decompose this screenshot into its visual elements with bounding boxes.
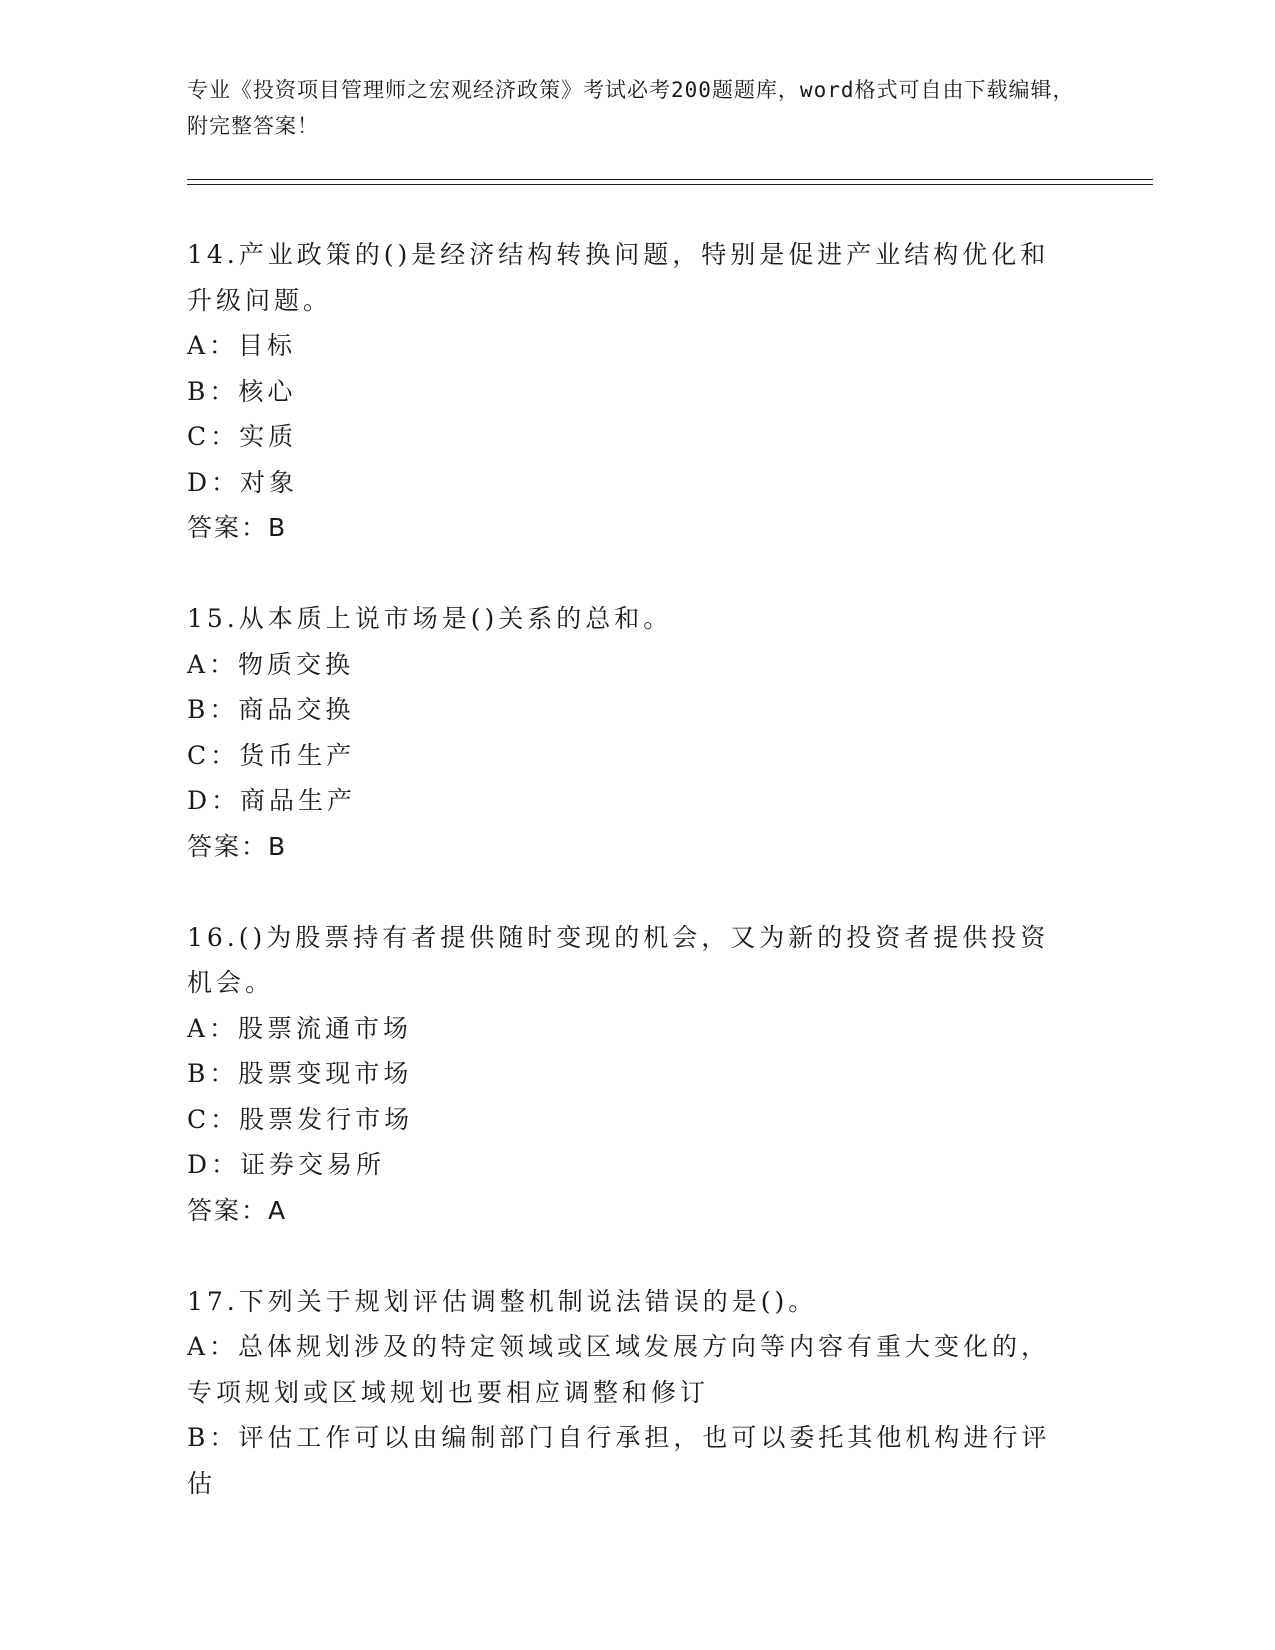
option-a: A：目标 [187, 331, 297, 360]
answer-line [187, 505, 1077, 551]
question-stem: 16.()为股票持有者提供随时变现的机会，又为新的投资者提供投资机会。 [187, 922, 1050, 997]
option-b: B：商品交换 [187, 695, 355, 724]
question-16 [187, 915, 1077, 1234]
option-c: C：股票发行市场 [187, 1104, 414, 1134]
question-14 [187, 232, 1077, 551]
answer-label: 答案： [187, 831, 269, 861]
option-a: A：股票流通市场 [187, 1013, 413, 1043]
header-intro-text: 专业《投资项目管理师之宏观经济政策》考试必考200题题库，word格式可自由下载编辑，附完整答案！ [187, 78, 1075, 138]
option-c: C：实质 [187, 422, 298, 451]
answer-label: 答案： [187, 513, 269, 542]
question-17 [187, 1279, 1077, 1507]
question-stem: 17.下列关于规划评估调整机制说法错误的是()。 [187, 1286, 818, 1316]
option-b: B：评估工作可以由编制部门自行承担，也可以委托其他机构进行评估 [187, 1423, 1051, 1498]
question-15 [187, 596, 1077, 869]
answer-value: B [268, 513, 288, 542]
option-b: B：股票变现市场 [187, 1059, 413, 1088]
answer-line [187, 824, 1077, 870]
answer-value: B [268, 831, 288, 861]
option-a: A：总体规划涉及的特定领域或区域发展方向等内容有重大变化的，专项规划或区域规划也要相应调整和修订 [187, 1332, 1051, 1407]
answer-line [187, 1188, 1077, 1234]
answer-value: A [268, 1195, 288, 1225]
option-d: D：对象 [187, 467, 299, 497]
option-d: D：商品生产 [187, 786, 357, 815]
answer-label: 答案： [187, 1195, 269, 1225]
option-a: A：物质交换 [187, 649, 355, 679]
question-stem: 15.从本质上说市场是()关系的总和。 [187, 604, 673, 633]
document-header [187, 72, 1087, 144]
option-c: C：货币生产 [187, 740, 356, 770]
option-d: D：证券交易所 [187, 1150, 386, 1179]
question-list [187, 232, 1077, 1552]
question-stem: 14.产业政策的()是经济结构转换问题，特别是促进产业结构优化和升级问题。 [187, 240, 1050, 315]
header-divider-top [187, 179, 1153, 180]
option-b: B：核心 [187, 376, 297, 406]
header-divider-bottom [187, 184, 1153, 185]
